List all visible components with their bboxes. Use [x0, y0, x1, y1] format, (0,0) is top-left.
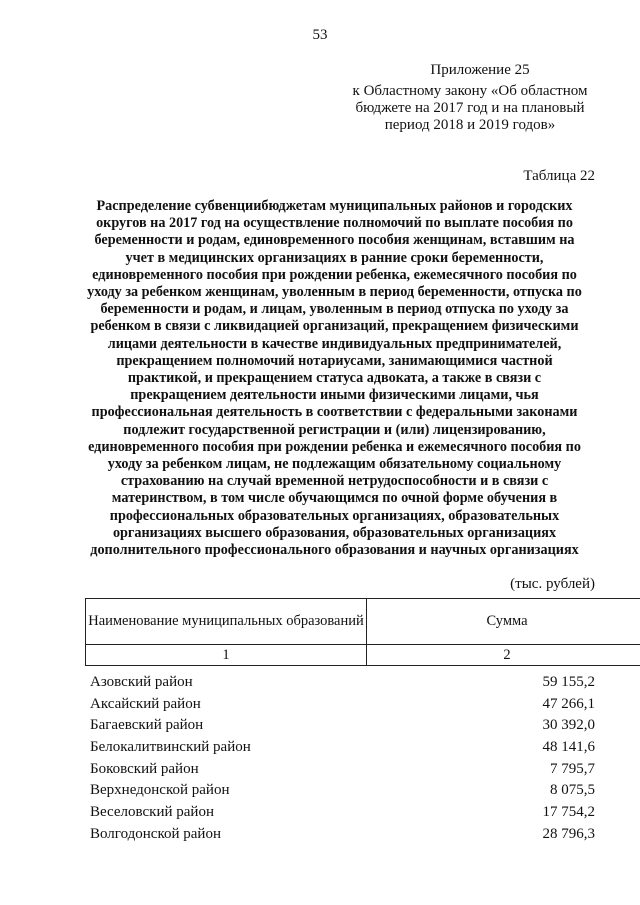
appendix-ref-line: к Областному закону «Об областном	[352, 83, 588, 99]
municipality-name: Белокалитвинский район	[90, 739, 251, 756]
amount-value: 48 141,6	[542, 739, 595, 756]
municipality-name: Боковский район	[90, 760, 199, 777]
table-row	[90, 824, 595, 846]
column-number-amount: 2	[367, 645, 640, 666]
municipality-name: Азовский район	[90, 674, 193, 690]
municipality-name: Веселовский район	[90, 804, 214, 821]
table-label: Таблица 22	[523, 168, 595, 184]
table-body	[90, 672, 595, 846]
appendix-title: Приложение 25	[430, 62, 530, 78]
table-row	[90, 802, 595, 824]
municipality-name: Багаевский район	[90, 717, 204, 734]
municipality-name: Верхнедонской район	[90, 782, 230, 799]
appendix-reference	[335, 83, 605, 134]
column-header-amount: Сумма	[367, 599, 640, 645]
amount-value: 28 796,3	[542, 825, 595, 842]
table-row	[90, 759, 595, 781]
amount-value: 30 392,0	[542, 717, 595, 734]
column-number-name: 1	[86, 645, 367, 666]
appendix-ref-line: бюджете на 2017 год и на плановый	[355, 100, 585, 116]
page-number: 53	[312, 27, 328, 43]
table-row	[90, 672, 595, 694]
table-header	[85, 598, 640, 666]
table-row	[90, 737, 595, 759]
units-label: (тыс. рублей)	[510, 576, 595, 592]
table-row	[90, 780, 595, 802]
amount-value: 17 754,2	[542, 804, 595, 821]
table-heading: Распределение субвенциибюджетам муниципальных районов и городских округов на 2017 год на осуществление полномочий по выплате пособия по беременности и родам, единовременного пособия женщинам, вставшим на учет в медицинских организациях в ранние сроки беременности, единовременного пособия при рождении ребенка, ежемесячного пособия по уходу за ребенком женщинам, уволенным в период беременности, отпуска по беременности и родам, и лицам, уволенным в период отпуска по уходу за ребенком в связи с ликвидацией организаций, прекращением физическими лицами деятельности в качестве индивидуальных предпринимателей, прекращением полномочий нотариусами, занимающимися частной практикой, и прекращением статуса адвоката, а также в связи с прекращением деятельности иными физическими лицами, чья профессиональная деятельность в соответствии с федеральными законами подлежит государственной регистрации и (или) лицензированию, единовременного пособия при рождении ребенка и ежемесячного пособия по уходу за ребенком лицам, не подлежащим обязательному социальному страхованию на случай временной нетрудоспособности и в связи с материнством, в том числе обучающимся по очной форме обучения в профессиональных образовательных организациях, образовательных организациях высшего образования, образовательных организациях дополнительного профессионального образования и научных организациях	[87, 198, 582, 559]
table-row	[90, 715, 595, 737]
amount-value: 59 155,2	[542, 674, 595, 690]
amount-value: 47 266,1	[542, 695, 595, 712]
column-header-name: Наименование муниципальных образований	[86, 599, 367, 645]
amount-value: 7 795,7	[550, 760, 595, 777]
municipality-name: Волгодонской район	[90, 825, 221, 842]
amount-value: 8 075,5	[550, 782, 595, 799]
table-row	[90, 694, 595, 716]
appendix-ref-line: период 2018 и 2019 годов»	[384, 117, 556, 133]
municipality-name: Аксайский район	[90, 695, 201, 712]
